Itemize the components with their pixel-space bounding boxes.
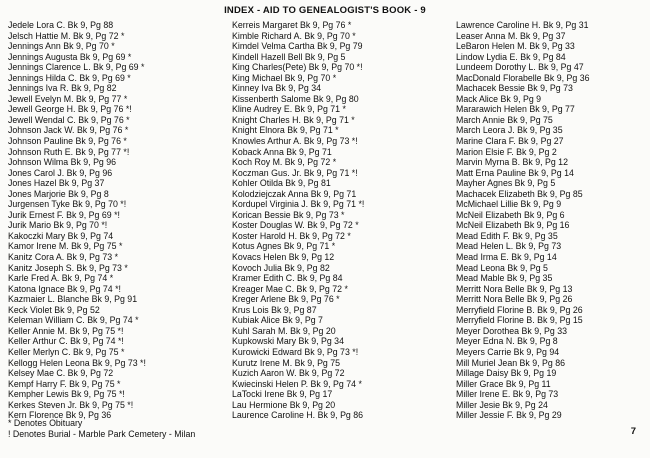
legend	[8, 418, 195, 440]
index-entry: Katona Ignace Bk 9, Pg 74 *!	[8, 283, 121, 294]
index-entry: Millage Daisy Bk 9, Pg 19	[456, 368, 557, 379]
index-entry: Merryfield Florine B. Bk 9, Pg 26	[456, 304, 583, 315]
index-entry: Mill Muriel Jean Bk 9, Pg 86	[456, 357, 566, 368]
index-entry: Koster Harold H. Bk 9, Pg 72 *	[232, 230, 351, 241]
index-entry: Jones Marjorie Bk 9, Pg 8	[8, 188, 109, 199]
index-entry: Marine Clara F. Bk 9, Pg 27	[456, 136, 564, 147]
page-number: 7	[630, 426, 636, 437]
index-entry: Kempf Harry F. Bk 9, Pg 75 *	[8, 378, 121, 389]
index-entry: Jewell Wendal C. Bk 9, Pg 76 *	[8, 114, 130, 125]
index-entry: Meyer Dorothea Bk 9, Pg 33	[456, 325, 567, 336]
index-entry: Machacek Elizabeth Bk 9, Pg 85	[456, 188, 583, 199]
index-entry: Keller Annie M. Bk 9, Pg 75 *!	[8, 325, 124, 336]
index-entry: Kwiecinski Helen P. Bk 9, Pg 74 *	[232, 378, 362, 389]
index-entry: Kreager Mae C. Bk 9, Pg 72 *	[232, 283, 348, 294]
index-entry: Kellogg Helen Leona Bk 9, Pg 73 *!	[8, 357, 146, 368]
index-entry: Keleman William C. Bk 9, Pg 74 *	[8, 315, 139, 326]
index-entry: Krus Lois Bk 9, Pg 87	[232, 304, 317, 315]
index-entry: Mack Alice Bk 9, Pg 9	[456, 93, 542, 104]
index-entry: Kuhl Sarah M. Bk 9, Pg 20	[232, 325, 336, 336]
index-entry: Mayher Agnes Bk 9, Pg 5	[456, 178, 556, 189]
index-entry: March Annie Bk 9, Pg 75	[456, 114, 553, 125]
index-entry: Koczman Gus. Jr. Bk 9, Pg 71 *!	[232, 167, 358, 178]
index-entry: Knight Charles H. Bk 9, Pg 71 *	[232, 114, 355, 125]
index-entry: Mead Edith F. Bk 9, Pg 35	[456, 230, 558, 241]
index-entry: Kinney Iva Bk 9, Pg 34	[232, 83, 321, 94]
index-entry: Merritt Nora Belle Bk 9, Pg 26	[456, 294, 573, 305]
index-entry: Jurik Ernest F. Bk 9, Pg 69 *!	[8, 209, 120, 220]
index-entry: Johnson Wilma Bk 9, Pg 96	[8, 157, 117, 168]
index-entry: Mead Irma E. Bk 9, Pg 14	[456, 252, 557, 263]
index-entry: Lindow Lydia E. Bk 9, Pg 84	[456, 51, 566, 62]
index-entry: Koch Roy M. Bk 9, Pg 72 *	[232, 157, 337, 168]
index-entry: Jewell Evelyn M. Bk 9, Pg 77 *	[8, 93, 128, 104]
index-entry: Miller Irene E. Bk 9, Pg 73	[456, 389, 559, 400]
index-entry: Jewell George H. Bk 9, Pg 76 *!	[8, 104, 132, 115]
index-entry: Lawrence Caroline H. Bk 9, Pg 31	[456, 20, 589, 30]
index-entry: King Charles(Pete) Bk 9, Pg 70 *!	[232, 62, 363, 73]
index-entry: Kern Florence Bk 9, Pg 36	[8, 410, 112, 421]
index-entry: Meyers Carrie Bk 9, Pg 94	[456, 346, 560, 357]
index-entry: Jedele Lora C. Bk 9, Pg 88	[8, 20, 114, 30]
index-entry: Kissenberth Salome Bk 9, Pg 80	[232, 93, 359, 104]
index-entry: Kempher Lewis Bk 9, Pg 75 *!	[8, 389, 125, 400]
index-entry: Jurik Mario Bk 9, Pg 70 *!	[8, 220, 108, 231]
index-entry: Miller Jessie F. Bk 9, Pg 29	[456, 410, 562, 421]
index-entry: Kline Audrey E. Bk 9, Pg 71 *	[232, 104, 346, 115]
index-entry: LeBaron Helen M. Bk 9, Pg 33	[456, 41, 575, 52]
index-entry: MacDonald Florabelle Bk 9, Pg 36	[456, 72, 590, 83]
index-entry: Kovoch Julia Bk 9, Pg 82	[232, 262, 330, 273]
index-entry: Jelsch Hattie M. Bk 9, Pg 72 *	[8, 30, 125, 41]
index-entry: Kurowicki Edward Bk 9, Pg 73 *!	[232, 346, 359, 357]
index-column-1	[8, 20, 223, 421]
index-entry: Keller Merlyn C. Bk 9, Pg 75 *	[8, 346, 125, 357]
index-entry: McMichael Lillie Bk 9, Pg 9	[456, 199, 562, 210]
index-entry: Jennings Augusta Bk 9, Pg 69 *	[8, 51, 132, 62]
index-entry: Kovacs Helen Bk 9, Pg 12	[232, 252, 335, 263]
index-entry: Kazmaier L. Blanche Bk 9, Pg 91	[8, 294, 138, 305]
index-entry: Koback Anna Bk 9, Pg 71	[232, 146, 332, 157]
index-entry: Johnson Ruth E. Bk 9, Pg 77 *!	[8, 146, 130, 157]
index-entry: Kelsey Mae C. Bk 9, Pg 72	[8, 368, 114, 379]
index-entry: Matt Erna Pauline Bk 9, Pg 14	[456, 167, 574, 178]
index-entry: Kordupel Virginia J. Bk 9, Pg 71 *!	[232, 199, 365, 210]
index-entry: McNeil Elizabeth Bk 9, Pg 6	[456, 209, 565, 220]
index-entry: Jones Hazel Bk 9, Pg 37	[8, 178, 105, 189]
index-column-3	[456, 20, 646, 421]
index-entry: Merryfield Florine B. Bk 9, Pg 15	[456, 315, 583, 326]
index-entry: Kanitz Cora A. Bk 9, Pg 73 *	[8, 252, 119, 263]
index-column-2	[232, 20, 452, 421]
index-entry: Kerkes Steven Jr. Bk 9, Pg 75 *!	[8, 399, 134, 410]
index-entry: Marion Elsie F. Bk 9, Pg 2	[456, 146, 557, 157]
index-entry: Miller Grace Bk 9, Pg 11	[456, 378, 551, 389]
index-entry: Korican Bessie Bk 9, Pg 73 *	[232, 209, 345, 220]
index-entry: Johnson Jack W. Bk 9, Pg 76 *	[8, 125, 129, 136]
index-entry: Leaser Anna M. Bk 9, Pg 37	[456, 30, 566, 41]
index-entry: Kanitz Joseph S. Bk 9, Pg 73 *	[8, 262, 128, 273]
index-entry: Kindell Hazell Bell Bk 9, Pg 5	[232, 51, 346, 62]
index-entry: Mead Mable Bk 9, Pg 35	[456, 273, 553, 284]
index-entry: Mararawich Helen Bk 9, Pg 77	[456, 104, 575, 115]
index-entry: Knowles Arthur A. Bk 9, Pg 73 *!	[232, 136, 358, 147]
index-entry: Mead Leona Bk 9, Pg 5	[456, 262, 548, 273]
index-entry: Lau Hermione Bk 9, Pg 20	[232, 399, 336, 410]
index-entry: Meyer Edna N. Bk 9, Pg 8	[456, 336, 558, 347]
index-entry: King Michael Bk 9, Pg 70 *	[232, 72, 337, 83]
index-entry: Kuzich Aaron W. Bk 9, Pg 72	[232, 368, 345, 379]
index-entry: Laurence Caroline H. Bk 9, Pg 86	[232, 410, 364, 421]
index-entry: Kramer Edith C. Bk 9, Pg 84	[232, 273, 343, 284]
index-entry: McNeil Elizabeth Bk 9, Pg 16	[456, 220, 570, 231]
index-entry: Kamor Irene M. Bk 9, Pg 75 *	[8, 241, 123, 252]
index-entry: Kakoczki Mary Bk 9, Pg 74	[8, 230, 114, 241]
index-entry: Jennings Ann Bk 9, Pg 70 *	[8, 41, 115, 52]
index-entry: Miller Jesie Bk 9, Pg 24	[456, 399, 548, 410]
index-entry: Kotus Agnes Bk 9, Pg 71 *	[232, 241, 336, 252]
index-entry: Kimble Richard A. Bk 9, Pg 70 *	[232, 30, 356, 41]
index-entry: Jurgensen Tyke Bk 9, Pg 70 *!	[8, 199, 127, 210]
index-entry: Jennings Hilda C. Bk 9, Pg 69 *	[8, 72, 131, 83]
index-entry: Knight Elnora Bk 9, Pg 71 *	[232, 125, 339, 136]
index-entry: Mead Helen L. Bk 9, Pg 73	[456, 241, 562, 252]
index-entry: Kimdel Velma Cartha Bk 9, Pg 79	[232, 41, 363, 52]
index-entry: Marvin Myrna B. Bk 9, Pg 12	[456, 157, 568, 168]
index-entry: March Leora J. Bk 9, Pg 35	[456, 125, 563, 136]
index-entry: Koster Douglas W. Bk 9, Pg 72 *	[232, 220, 359, 231]
index-entry: Jones Carol J. Bk 9, Pg 96	[8, 167, 113, 178]
page-title: INDEX - AID TO GENEALOGIST'S BOOK - 9	[224, 5, 426, 16]
index-entry: Keller Arthur C. Bk 9, Pg 74 *!	[8, 336, 124, 347]
index-entry: Kolodziejczak Anna Bk 9, Pg 71	[232, 188, 357, 199]
index-entry: Keck Violet Bk 9, Pg 52	[8, 304, 100, 315]
index-entry: Kreger Arlene Bk 9, Pg 76 *	[232, 294, 340, 305]
index-entry: Kohler Otilda Bk 9, Pg 81	[232, 178, 331, 189]
index-entry: Merritt Nora Belle Bk 9, Pg 13	[456, 283, 573, 294]
legend-burial: ! Denotes Burial - Marble Park Cemetery - Milan	[8, 429, 196, 439]
index-entry: Machacek Bessie Bk 9, Pg 73	[456, 83, 573, 94]
index-entry: Jennings Iva R. Bk 9, Pg 82	[8, 83, 117, 94]
index-entry: Kupkowski Mary Bk 9, Pg 34	[232, 336, 344, 347]
index-entry: Jennings Clarence L. Bk 9, Pg 69 *	[8, 62, 145, 73]
index-entry: Karle Fred A. Bk 9, Pg 74 *	[8, 273, 114, 284]
index-entry: Lundeem Dorothy L. Bk 9, Pg 47	[456, 62, 584, 73]
legend-obituary: * Denotes Obituary	[8, 418, 83, 428]
index-entry: Kubiak Alice Bk 9, Pg 7	[232, 315, 323, 326]
index-entry: LaTocki Irene Bk 9, Pg 17	[232, 389, 333, 400]
index-entry: Kerreis Margaret Bk 9, Pg 76 *	[232, 20, 352, 30]
index-entry: Johnson Pauline Bk 9, Pg 76 *	[8, 136, 127, 147]
index-entry: Kurutz Irene M. Bk 9, Pg 75	[232, 357, 341, 368]
